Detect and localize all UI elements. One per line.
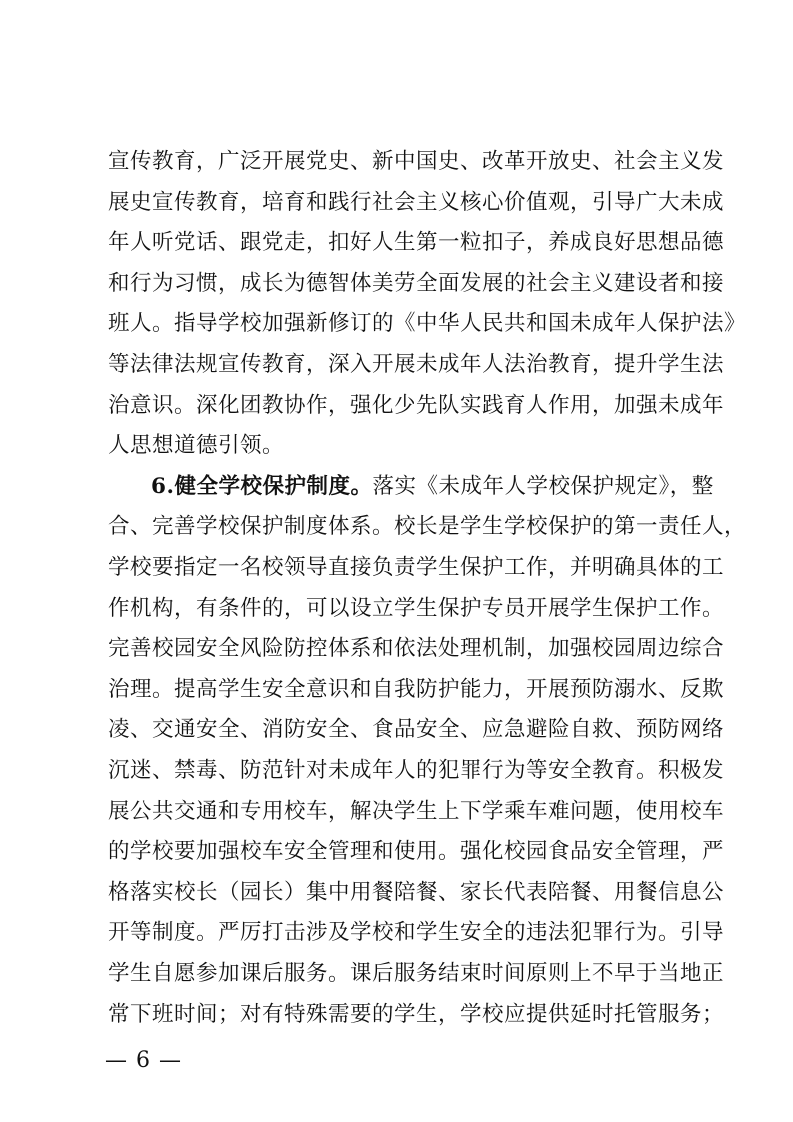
paragraph-1-line-8: 人思想道德引领。 — [108, 433, 285, 459]
paragraph-1-line-7: 治意识。深化团教协作，强化少先队实践育人作用，加强未成年 — [108, 392, 725, 418]
paragraph-1-line-2: 展史宣传教育，培育和践行社会主义核心价值观，引导广大未成 — [108, 189, 725, 215]
paragraph-2-line-6: 治理。提高学生安全意识和自我防护能力，开展预防溺水、反欺 — [108, 676, 725, 702]
paragraph-2-line-13: 学生自愿参加课后服务。课后服务结束时间原则上不早于当地正 — [108, 961, 725, 986]
paragraph-2-line-3: 学校要指定一名校领导直接负责学生保护工作，并明确具体的工 — [108, 555, 725, 580]
paragraph-2-line-4: 作机构，有条件的，可以设立学生保护专员开展学生保护工作。 — [108, 595, 725, 621]
paragraph-2-line-12: 开等制度。严厉打击涉及学校和学生安全的违法犯罪行为。引导 — [108, 920, 725, 946]
paragraph-1-line-1: 宣传教育，广泛开展党史、新中国史、改革开放史、社会主义发 — [108, 149, 725, 174]
paragraph-2-line-14: 常下班时间；对有特殊需要的学生，学校应提供延时托管服务； — [108, 1001, 725, 1027]
paragraph-2-line-8: 沉迷、禁毒、防范针对未成年人的犯罪行为等安全教育。积极发 — [108, 758, 725, 783]
page-number: — 6 — — [105, 1048, 182, 1074]
paragraph-2-line-9: 展公共交通和专用校车，解决学生上下学乘车难问题，使用校车 — [108, 798, 725, 824]
paragraph-2-line-10: 的学校要加强校车安全管理和使用。强化校园食品安全管理，严 — [108, 839, 725, 865]
paragraph-1-line-3: 年人听党话、跟党走，扣好人生第一粒扣子，养成良好思想品德 — [108, 230, 725, 256]
section-heading: 6.健全学校保护制度。 — [151, 473, 373, 499]
paragraph-2-line-2: 合、完善学校保护制度体系。校长是学生学校保护的第一责任人， — [108, 514, 747, 540]
paragraph-2-line-1-rest: 落实《未成年人学校保护规定》，整 — [372, 473, 714, 499]
paragraph-1-line-5: 班人。指导学校加强新修订的《中华人民共和国未成年人保护法》 — [108, 311, 747, 337]
paragraph-1-line-4: 和行为习惯，成长为德智体美劳全面发展的社会主义建设者和接 — [108, 270, 725, 296]
paragraph-1-line-6: 等法律法规宣传教育，深入开展未成年人法治教育，提升学生法 — [108, 352, 725, 377]
paragraph-2-line-11: 格落实校长（园长）集中用餐陪餐、家长代表陪餐、用餐信息公 — [108, 879, 725, 905]
paragraph-2-line-7: 凌、交通安全、消防安全、食品安全、应急避险自救、预防网络 — [108, 717, 725, 743]
paragraph-2-line-1 — [151, 467, 714, 508]
paragraph-2-line-5: 完善校园安全风险防控体系和依法处理机制，加强校园周边综合 — [108, 636, 725, 662]
